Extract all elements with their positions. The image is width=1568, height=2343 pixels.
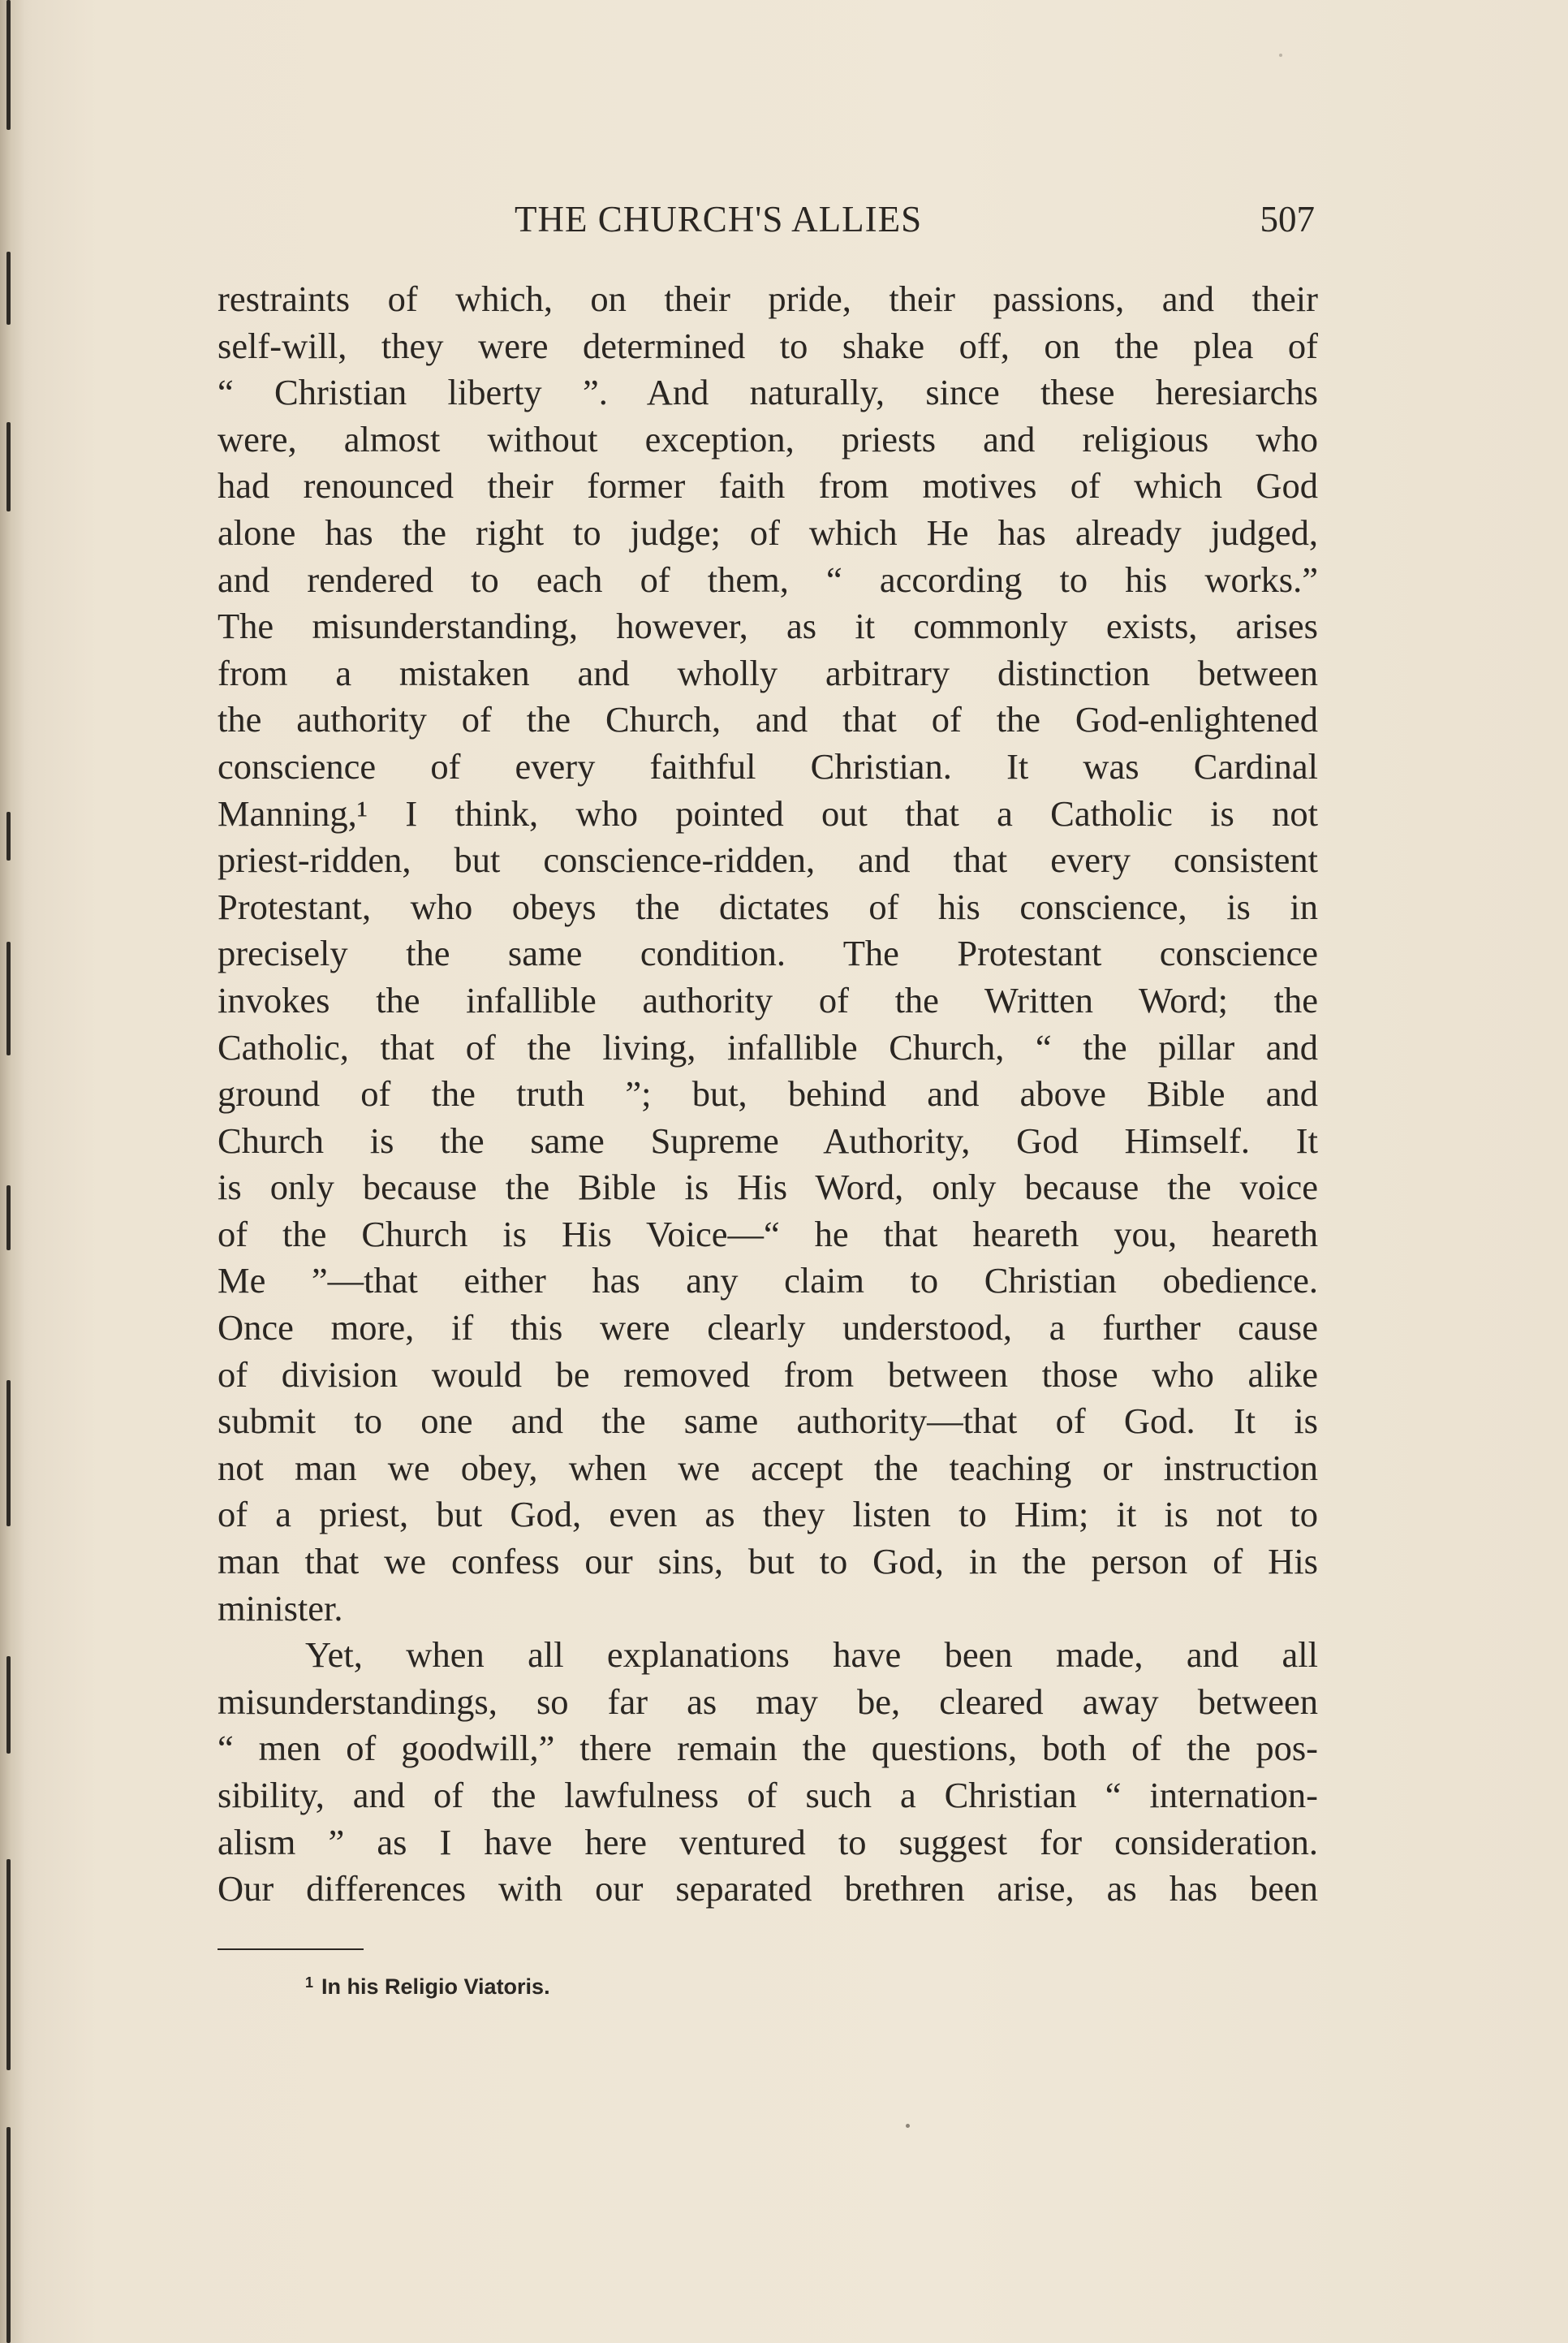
text-line: invokes the infallible authority of the Written Word; the [218, 979, 1318, 1020]
text-line: from a mistaken and wholly arbitrary distinction between [218, 652, 1318, 693]
running-head [218, 198, 1318, 247]
text-line: Protestant, who obeys the dictates of his conscience, is in [218, 886, 1318, 927]
paper-speck [1279, 54, 1282, 57]
running-head-title: THE CHURCH'S ALLIES [515, 199, 923, 239]
text-line: submit to one and the same authority—that of God. It is [218, 1400, 1318, 1442]
page-number: 507 [1260, 199, 1315, 239]
text-line: “ Christian liberty ”. And naturally, since these heresiarchs [218, 372, 1318, 413]
body-text [218, 276, 1318, 1913]
text-line: the authority of the Church, and that of the God-enlightened [218, 699, 1318, 740]
paragraph-first-line: Yet, when all explanations have been made, and all [305, 1634, 1318, 1676]
text-line: man that we confess our sins, but to God, in the person of His [218, 1541, 1318, 1582]
text-line: is only because the Bible is His Word, only because the voice [218, 1167, 1318, 1208]
text-line: self-will, they were determined to shake off, on the plea of [218, 325, 1318, 366]
text-line: of the Church is His Voice—“ he that heareth you, heareth [218, 1213, 1318, 1254]
text-line: were, almost without exception, priests and religious who [218, 418, 1318, 460]
text-line: ground of the truth ”; but, behind and above Bible and [218, 1073, 1318, 1115]
text-line: restraints of which, on their pride, their passions, and their [218, 278, 1318, 319]
text-line: sibility, and of the lawfulness of such a Christian “ internation- [218, 1775, 1318, 1815]
binding-edge-mark [6, 252, 11, 325]
binding-edge-mark [6, 422, 11, 511]
footnote-rule [218, 1948, 364, 1950]
footnote-text: In his Religio Viatoris. [321, 1974, 550, 1999]
text-line: and rendered to each of them, “ according to his works.” [218, 559, 1318, 600]
page-gutter-shadow [0, 0, 24, 2343]
text-line: The misunderstanding, however, as it commonly exists, arises [218, 606, 1318, 647]
text-line: priest-ridden, but conscience-ridden, and that every consistent [218, 839, 1318, 881]
binding-edge-mark [6, 2127, 11, 2343]
text-line: alone has the right to judge; of which He has already judged, [218, 511, 1318, 553]
binding-edge-mark [6, 1380, 11, 1526]
text-line: Our differences with our separated brethren arise, as has been [218, 1868, 1318, 1909]
text-line: Manning,¹ I think, who pointed out that a Catholic is not [218, 792, 1318, 834]
text-line: Once more, if this were clearly understood, a further cause [218, 1307, 1318, 1348]
text-line: Catholic, that of the living, infallible Church, “ the pillar and [218, 1026, 1318, 1068]
footnote [305, 1974, 550, 2000]
binding-edge-mark [6, 1859, 11, 2070]
binding-edge-mark [6, 812, 11, 861]
binding-edge-mark [6, 1185, 11, 1250]
binding-edge-mark [6, 1656, 11, 1754]
text-line: of division would be removed from between those who alike [218, 1353, 1318, 1395]
text-line: of a priest, but God, even as they listen to Him; it is not to [218, 1494, 1318, 1535]
text-line: Church is the same Supreme Authority, God Himself. It [218, 1120, 1318, 1161]
text-line: misunderstandings, so far as may be, cleared away between [218, 1681, 1318, 1722]
text-line: alism ” as I have here ventured to suggest for consideration. [218, 1821, 1318, 1862]
paragraph-end-line: minister. [218, 1587, 343, 1629]
text-line: not man we obey, when we accept the teaching or instruction [218, 1447, 1318, 1488]
text-line: had renounced their former faith from motives of which God [218, 465, 1318, 507]
paper-speck [906, 2124, 910, 2128]
text-line: precisely the same condition. The Protestant conscience [218, 933, 1318, 974]
footnote-marker: 1 [305, 1974, 314, 1991]
text-line: conscience of every faithful Christian. It was Cardinal [218, 745, 1318, 787]
text-line: “ men of goodwill,” there remain the questions, both of the pos- [218, 1728, 1318, 1769]
binding-edge-mark [6, 942, 11, 1055]
binding-edge-mark [6, 0, 11, 130]
text-line: Me ”—that either has any claim to Christian obedience. [218, 1260, 1318, 1301]
